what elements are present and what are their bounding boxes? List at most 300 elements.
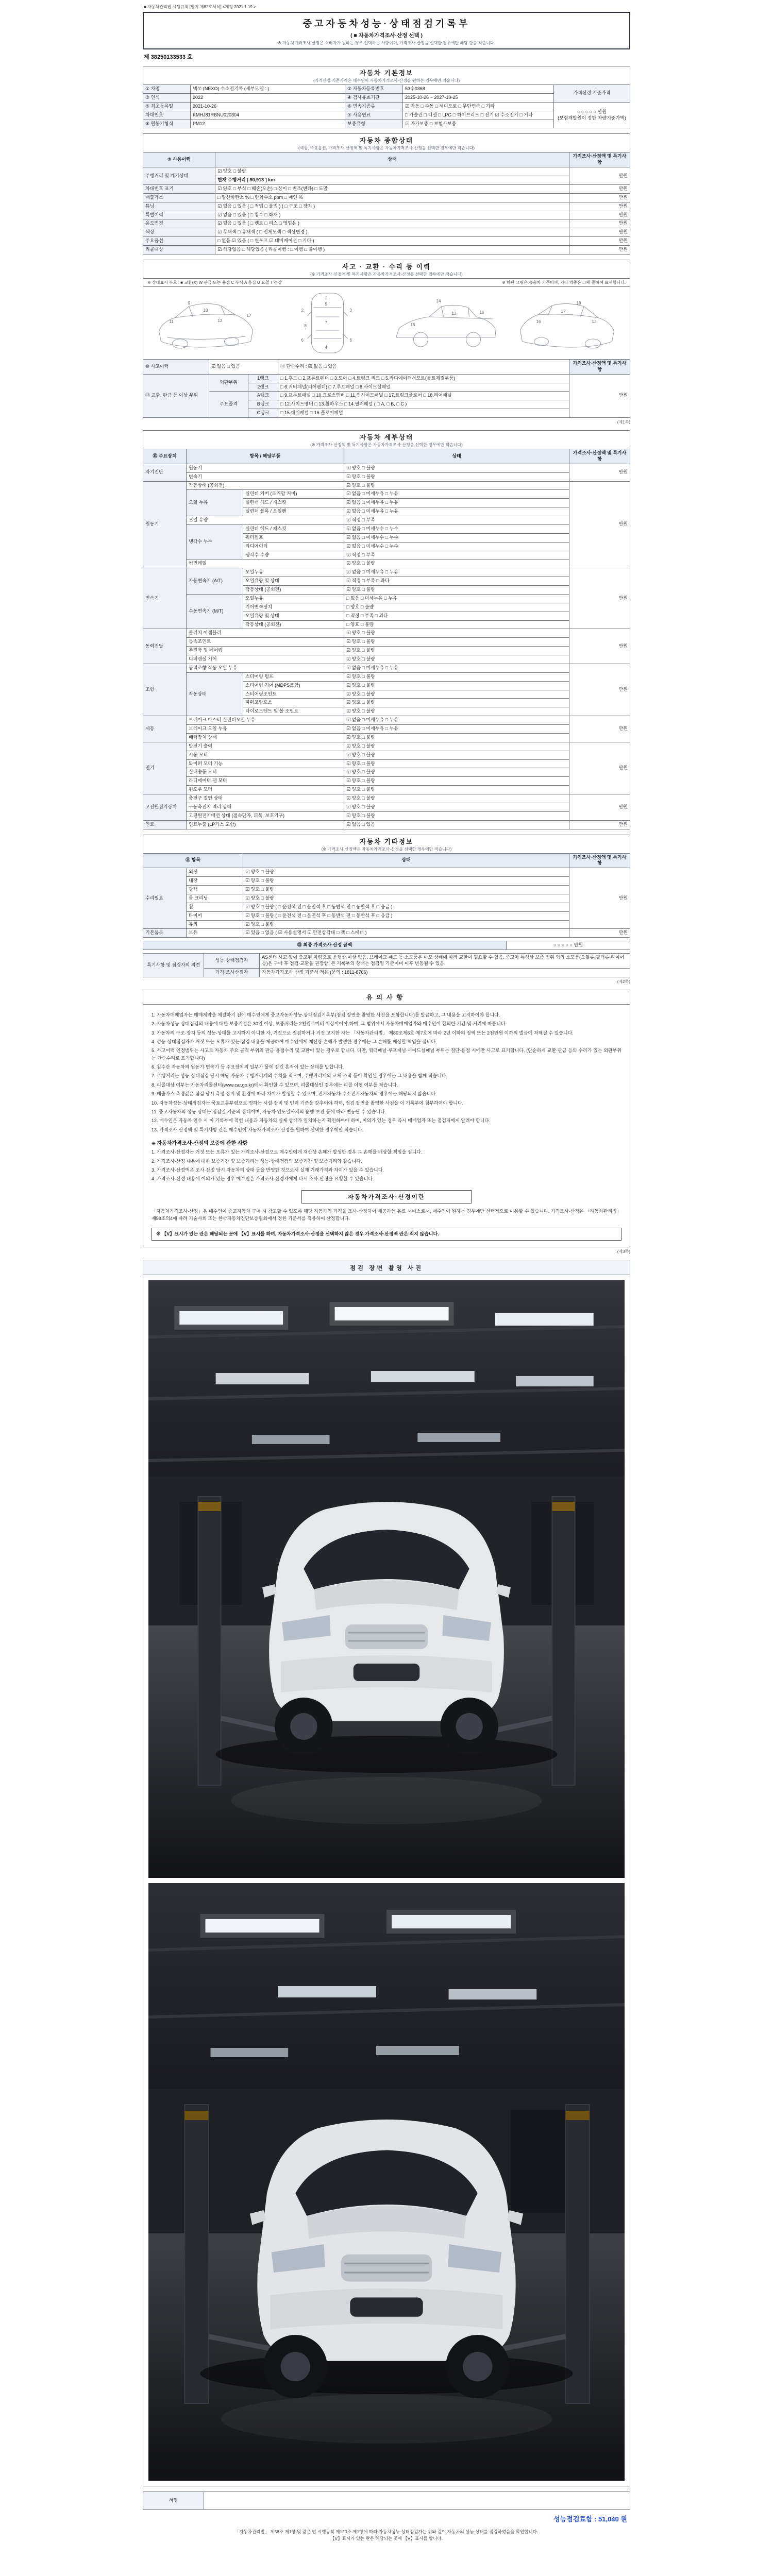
base-price-value: ○ ○ ○ ○ ○ 만원 (보험개발원이 정한 차량기준가액) [554, 102, 630, 128]
table-row [143, 228, 630, 237]
signature-table [143, 2492, 630, 2510]
cell: 특기사항 및 점검자의 의견 [143, 954, 204, 977]
cell: 만원 [569, 193, 630, 202]
table-row [143, 868, 630, 877]
cell: 고전원전기배선 상태 (접속단자, 피복, 보호기구) [187, 811, 344, 820]
cell: 가격·조사산정자 [204, 968, 260, 977]
accident-legend-basis: ※ 하단 그림은 승용차 기준이며, 기타 차종은 그에 준하여 표시합니다. [502, 280, 626, 285]
table-row [143, 374, 630, 383]
cell: 서명 [143, 2492, 204, 2510]
cell: 스티어링 기어 (MDPS포함) [243, 681, 344, 690]
cell: 만원 [569, 716, 630, 742]
table-row [143, 152, 630, 167]
cell: ② 자동차등록번호 [345, 85, 403, 94]
table-row [143, 968, 630, 977]
cell: ☑ 양호 □ 불량 [344, 768, 569, 777]
table-row [143, 629, 630, 638]
table-row [143, 886, 630, 894]
cell: 가격조사·산정액 및 특기사항 [569, 359, 630, 374]
cell: 커먼레일 [187, 560, 344, 568]
cell: ☑ 양호 □ 불량 [215, 167, 569, 176]
cell: 배출가스 [143, 193, 215, 202]
document-subtitle: ( ■ 자동차가격조사·산정 선택 ) [350, 32, 423, 39]
table-row [143, 768, 630, 777]
overall-condition-note: (색상, 주요옵션, 가격조사·산정액 및 특기사항은 자동차가격조사·산정을 선택한 경우에만 적습니다) [298, 146, 475, 151]
document-subnote: ※ 자동차가격조사·산정은 소비자가 원하는 경우 선택하는 사항이며, 가격조사·산정을 선택한 경우에만 해당 란을 적습니다. [278, 41, 495, 45]
cell: ☑ 양호 □ 불량 [243, 868, 569, 877]
car-diagram-rear-right [510, 290, 622, 356]
cell: 조향 [143, 664, 187, 716]
accident-legend [143, 278, 630, 286]
cell: 휠 [187, 903, 243, 911]
inspection-photo-1 [148, 1280, 625, 1878]
cell: 만원 [569, 211, 630, 219]
detail-condition-header [143, 430, 630, 449]
svg-text:3: 3 [349, 308, 352, 313]
note-line: 6. 침수란 자동차의 원동기·변속기 등 주요장치의 일부가 물에 잠긴 흔적이 있는 상태를 말합니다. [152, 1064, 344, 1070]
etc-info-note: (※ 가격조사·산정액은 자동차가격조사·산정을 선택한 경우에만 적습니다) [321, 846, 452, 852]
cell: 작동상태 (공회전) [243, 620, 344, 629]
table-row [143, 911, 630, 920]
cell: 외장 [187, 868, 243, 877]
cell: 가격조사·산정액 및 특기사항 [569, 853, 630, 868]
cell: 냉각수 누수 [187, 524, 243, 560]
cell: C랭크 [248, 409, 278, 418]
cell: 차대번호 [143, 111, 191, 120]
note-line: 10. 자동차성능·상태점검자는 국토교통부령으로 정하는 시설·장비 및 인력 기준을 갖추어야 하며, 점검 장면을 촬영한 사진을 이 기록부에 첨부하여야 합니다. [152, 1100, 464, 1106]
cell: 고전원전기장치 [143, 794, 187, 821]
car-on-lift-photo-2 [148, 1883, 625, 2481]
table-row [143, 716, 630, 725]
cell: ☑ 양호 □ 불량 [344, 586, 569, 595]
svg-text:13: 13 [451, 311, 457, 316]
table-row [143, 85, 630, 94]
cell: 디퍼렌셜 기어 [187, 655, 344, 664]
notice-section [143, 990, 630, 1247]
table-row [143, 184, 630, 193]
cell: ☑ 양호 □ 불량 [344, 560, 569, 568]
table-row [143, 202, 630, 211]
cell: 상태 [344, 449, 569, 464]
opinion-table [143, 953, 630, 977]
final-price-table-grid [143, 941, 630, 950]
cell: ☑ 없음 □ 미세누유 □ 누유 [344, 716, 569, 725]
table-row [143, 777, 630, 786]
cell: ☑ 양호 □ 불량 [344, 464, 569, 472]
cell: ☑ 없음 □ 미세누유 □ 누유 [344, 507, 569, 516]
cell: 기어변속장치 [243, 603, 344, 612]
cell: 기본품목 [143, 929, 187, 938]
cell: 실린더 헤드 / 개스킷 [243, 524, 344, 533]
cell: 용도변경 [143, 219, 215, 228]
cell: ⑮ 최종 가격조사·산정 금액 [143, 941, 507, 950]
cell: 작동상태 (공회전) [187, 481, 344, 490]
document-title: 중고자동차성능·상태점검기록부 [303, 19, 470, 29]
pricing-definition-paragraph: 「자동차가격조사·산정」은 매수인이 중고자동차 구매 시 참고할 수 있도록 해당 자동차의 가격을 조사·산정하여 제공하는 유료 서비스로서, 매수인이 원하는 경우에만 선택적으로 이용할 수 있습니다. 가격조사·산정은 「자동차관리법」 제58조의4에 따라 기술사회 또는 한국자동차진단보증협회에서 정한 기준서를 적용하여 산정합니다. [152, 1208, 621, 1222]
cell: 주행거리 및 계기상태 [143, 167, 215, 185]
table-row [143, 237, 630, 246]
cell: 자동변속기 (A/T) [187, 568, 243, 595]
table-row [143, 794, 630, 803]
inspection-photos-title: 점검 장면 촬영 사진 [143, 1261, 630, 1275]
table-row [143, 853, 630, 868]
document-header [143, 12, 630, 49]
cell: 연료누출 (LP가스 포함) [187, 820, 344, 829]
cell: ☑ 없음 □ 있음 ( □ 침수 □ 화재 ) [215, 211, 569, 219]
cell: 작동상태 [187, 672, 243, 716]
cell: 2021-10-26 [191, 102, 345, 111]
cell: 항목 / 해당부품 [187, 449, 344, 464]
cell: 수리필요 [143, 868, 187, 929]
car-diagram-side [390, 290, 502, 356]
cell: □ 없음 □ 미세누유 □ 누유 [344, 594, 569, 603]
cell: ☑ 없음 □ 있음 ( □ 적법 □ 불법 ) ( □ 구조 □ 장치 ) [215, 202, 569, 211]
cell: 스티어링 펌프 [243, 672, 344, 681]
svg-text:2: 2 [301, 308, 304, 313]
cell: 만원 [569, 820, 630, 829]
cell: ☑ 해당없음 □ 해당있음 ( 리콜이행 : □ 이행 □ 불이행 ) [215, 246, 569, 255]
cell: ☑ 양호 □ 불량 [344, 751, 569, 759]
cell: ☑ 양호 □ 불량 [344, 707, 569, 716]
cell: 연료 [143, 820, 187, 829]
cell: ☑ 양호 □ 불량 [344, 803, 569, 811]
cell: ☑ 양호 □ 불량 [344, 672, 569, 681]
table-row [143, 647, 630, 655]
table-row [143, 2492, 630, 2510]
cell: ⑤ 최초등록일 [143, 102, 191, 111]
cell: ☑ 양호 □ 불량 [344, 759, 569, 768]
basic-info-table [143, 84, 630, 128]
cell: 외판부위 [209, 374, 248, 392]
opinion-table-grid [143, 953, 630, 977]
cell: 만원 [569, 202, 630, 211]
cell: ☑ 없음 □ 있음 [344, 820, 569, 829]
cell: ⑬ 주요장치 [143, 449, 187, 464]
cell: ⑪ 단순수리 : ☑ 없음 □ 있음 [278, 359, 569, 374]
accident-legend-symbols: ※ 상태표시 부호 : ■ 교환(X) W 판금 또는 용접 C 부식 A 흠집 U 요철 T 손상 [147, 280, 282, 285]
cell: 오일 누유 [187, 490, 243, 516]
car-illustration-2 [250, 2120, 523, 2398]
cell: 광택 [187, 886, 243, 894]
svg-text:16: 16 [479, 310, 484, 315]
table-row [143, 211, 630, 219]
accident-history-table [143, 359, 630, 418]
table-row [143, 359, 630, 374]
svg-text:4: 4 [325, 345, 327, 350]
notice-list [152, 1011, 621, 1133]
cell: ☑ 적정 □ 부족 □ 과다 [344, 577, 569, 586]
basic-info-header [143, 66, 630, 84]
note-line: 9. 배출가스 측정값은 점검 당시 측정 장비 및 환경에 따라 차이가 발생할 수 있으며, 전기자동차·수소전기자동차의 경우에는 해당되지 않습니다. [152, 1091, 437, 1097]
svg-text:12: 12 [217, 318, 223, 323]
cell: 변속기 [187, 472, 344, 481]
svg-text:14: 14 [436, 298, 441, 303]
cell: 오일 유량 [187, 516, 344, 525]
cell: 만원 [569, 184, 630, 193]
cell: ☑ 양호 □ 불량 [344, 681, 569, 690]
table-row [143, 920, 630, 929]
footer-line-2: 【V】표시가 있는 란은 해당되는 곳에 【V】표시를 합니다. [330, 2536, 443, 2541]
note-line: 4. 성능·상태점검자가 거짓 또는 오류가 있는 점검 내용을 제공하여 매수인에게 재산상 손해가 발생한 경우에는 그 손해를 배상할 책임을 집니다. [152, 1039, 437, 1044]
svg-text:6: 6 [349, 337, 352, 343]
table-row [143, 929, 630, 938]
table-row [143, 490, 630, 499]
cell: 2022 [191, 93, 345, 102]
cell: 내장 [187, 877, 243, 886]
cell: ☑ 없음 □ 미세누유 □ 누유 [344, 725, 569, 734]
cell: 수동변속기 (M/T) [187, 594, 243, 629]
svg-text:8: 8 [304, 323, 307, 328]
table-row [143, 102, 630, 111]
overall-condition-title: 자동차 종합상태 [360, 137, 413, 145]
cell: ⑨ 사용이력 [143, 152, 215, 167]
cell: 2025-10-26 ~ 2027-10-25 [403, 93, 554, 102]
signature-space [204, 2492, 630, 2510]
table-row [143, 655, 630, 664]
accident-history-header [143, 260, 630, 278]
cell: □ 15.대쉬패널 □ 16.플로어패널 [278, 409, 569, 418]
cell: 실린더 커버 (로커암 커버) [243, 490, 344, 499]
table-row [143, 751, 630, 759]
cell: 만원 [569, 464, 630, 481]
cell: ☑ 양호 □ 불량 [344, 629, 569, 638]
cell: 충전구 절연 상태 [187, 794, 344, 803]
cell: ☑ 없음 □ 미세누유 □ 누유 [344, 664, 569, 672]
cell: 넥쏘 (NEXO) 수소전기차 (세부모델 : ) [191, 85, 345, 94]
detail-condition-table [143, 449, 630, 829]
table-row [143, 733, 630, 742]
cell: ☑ 자가보증 □ 보험사보증 [403, 120, 554, 128]
table-row [143, 392, 630, 400]
svg-text:17: 17 [561, 309, 566, 314]
cell: 와이퍼 모터 기능 [187, 759, 344, 768]
svg-text:18: 18 [576, 300, 581, 306]
cell: ☑ 양호 □ 불량 [344, 481, 569, 490]
cell: ☑ 양호 □ 불량 [344, 777, 569, 786]
etc-info-header [143, 835, 630, 853]
car-diagram-top [271, 290, 383, 356]
note-line: 13. 가격조사·산정액 및 특기사항 란은 매수인이 자동차가격조사·산정을 원하여 선택한 경우에만 적습니다. [152, 1127, 364, 1132]
note-line: 4. 가격조사·산정 내용에 이의가 있는 경우 매수인은 가격조사·산정자에게 다시 조사·산정을 요청할 수 있습니다. [152, 1176, 374, 1182]
table-row [143, 560, 630, 568]
cell: ☑ 무채색 □ 유채색 ( □ 전체도색 □ 색상변경 ) [215, 228, 569, 237]
table-row [143, 672, 630, 681]
cell: 만원 [569, 246, 630, 255]
overall-condition-table-grid [143, 152, 630, 255]
cell: ⑧ 원동기형식 [143, 120, 191, 128]
cell: □ 양호 □ 불량 [344, 603, 569, 612]
cell: 룸 크리닝 [187, 894, 243, 903]
cell: ☑ 양호 □ 불량 ( □ 운전석 전 □ 운전석 후 □ 동반석 전 □ 동반석 후 □ 응급 ) [243, 903, 569, 911]
cell: □ 1.후드 □ 2.프론트펜더 □ 3.도어 □ 4.트렁크 리드 □ 5.라디에이터서포트(볼트체결부품) [278, 374, 569, 383]
note-line: 8. 리콜대상 여부는 자동차리콜센터(www.car.go.kr)에서 확인할 수 있으며, 리콜대상인 경우에는 리콜 이행 여부를 적습니다. [152, 1082, 398, 1088]
form-reference-note: ■ 자동차관리법 시행규칙 [별지 제82호서식] <개정 2021.1.19.> [144, 5, 256, 9]
cell: ⑩ 사고이력 [143, 359, 209, 374]
table-row [143, 894, 630, 903]
cell: ☑ 양호 □ 불량 [243, 877, 569, 886]
detail-condition-title: 자동차 세부상태 [360, 434, 413, 441]
cell: 변속기 [143, 568, 187, 629]
cell: 윈도우 모터 [187, 786, 344, 794]
cell: □ 일산화탄소 % □ 탄화수소 ppm □ 매연 % [215, 193, 569, 202]
notice-sub-list [152, 1148, 621, 1183]
opinion-section [143, 953, 630, 977]
note-line: 7. 주행거리는 성능·상태점검 당시 해당 자동차 주행거리계의 수치를 적으며, 주행거리계의 교체·조작 등이 확인된 경우에는 그 내용을 함께 적습니다. [152, 1073, 447, 1079]
detail-condition-section [143, 430, 630, 829]
cell: 원동기 [143, 481, 187, 568]
accident-history-title: 사고 · 교환 · 수리 등 이력 [342, 263, 431, 270]
cell: 가격조사·산정액 및 특기사항 [569, 152, 630, 167]
car-illustration-1 [262, 1502, 511, 1755]
pricing-highlight-note: ※ 【V】표시가 있는 란은 해당되는 곳에 【V】표시를 하며, 자동차가격조사·산정을 선택하지 않은 경우 가격조사·산정액 란은 적지 않습니다. [152, 1228, 621, 1241]
cell: 만원 [569, 374, 630, 417]
cell: 냉각수 수량 [243, 551, 344, 560]
note-line: 12. 매수인은 자동차 인수 시 이 기록부에 적힌 내용과 자동차의 실제 상태가 일치하는지 확인하여야 하며, 이의가 있는 경우 즉시 매매업자 또는 점검자에게 알려야 합니다. [152, 1118, 491, 1124]
cell: □ 12.사이드멤버 □ 13.휠하우스 □ 14.필러패널 ( □ A, □ B, □ C ) [278, 400, 569, 409]
cell: ☑ 없음 □ 있음 [209, 359, 278, 374]
cell: 발전기 출력 [187, 742, 344, 751]
cell: ④ 검사유효기간 [345, 93, 403, 102]
etc-info-title: 자동차 기타정보 [360, 838, 413, 845]
cell: 파워고압호스 [243, 699, 344, 707]
cell: ☑ 양호 □ 불량 [243, 886, 569, 894]
cell: ☑ 양호 □ 불량 [344, 811, 569, 820]
cell: 실린더 헤드 / 개스킷 [243, 499, 344, 507]
cell: ☑ 없음 □ 미세누유 □ 누유 [344, 568, 569, 577]
table-row [143, 464, 630, 472]
cell: 만원 [569, 929, 630, 938]
table-row [143, 167, 630, 176]
cell: 타이로드엔드 및 볼 조인트 [243, 707, 344, 716]
cell: 클러치 어셈블리 [187, 629, 344, 638]
cell: 라디에이터 팬 모터 [187, 777, 344, 786]
note-line: 1. 자동차매매업자는 매매계약을 체결하기 전에 매수인에게 중고자동차성능·상태점검기록부(점검 장면을 촬영한 사진을 포함합니다)를 발급하고, 그 내용을 고지하여야 합니다. [152, 1012, 500, 1018]
cell: 보증유형 [345, 120, 403, 128]
cell: ☑ 양호 □ 불량 [344, 690, 569, 699]
inspection-photos-section [143, 1261, 630, 2486]
cell: 동력조향 작동 오일 누유 [187, 664, 344, 672]
cell: ☑ 없음 □ 미세누수 □ 누수 [344, 533, 569, 542]
cell: ③ 연식 [143, 93, 191, 102]
notice-subsection-title: ◈ 자동차가격조사·산정의 보증에 관한 사항 [152, 1141, 248, 1147]
cell: 타이어 [187, 911, 243, 920]
final-price-section [143, 941, 630, 950]
table-row [143, 472, 630, 481]
cell: ☑ 양호 □ 불량 ( □ 운전석 전 □ 운전석 후 □ 동반석 전 □ 동반석 후 □ 응급 ) [243, 911, 569, 920]
table-row [143, 903, 630, 911]
final-price-table [143, 941, 630, 950]
svg-text:1: 1 [325, 295, 327, 300]
table-row [143, 742, 630, 751]
cell: □ 적정 □ 부족 □ 과다 [344, 612, 569, 620]
odometer-value: 현재 주행거리 [ 90,913 ] km [215, 176, 569, 185]
cell: 유리 [187, 920, 243, 929]
table-row [143, 638, 630, 647]
cell: 브레이크 마스터 실린더오일 누유 [187, 716, 344, 725]
final-price-value: ○ ○ ○ ○ ○ 만원 [507, 941, 630, 950]
basic-info-section [143, 66, 630, 128]
table-row [143, 811, 630, 820]
cell: 만원 [569, 167, 630, 185]
cell: 상태 [243, 853, 569, 868]
cell: 오일유량 및 상태 [243, 577, 344, 586]
cell: 배력장치 상태 [187, 733, 344, 742]
cell: 보유 [187, 929, 243, 938]
table-row [143, 594, 630, 603]
pricing-definition-title: 자동차가격조사·산정이란 [301, 1190, 472, 1204]
cell: 만원 [569, 228, 630, 237]
inspection-photo-2 [148, 1883, 625, 2481]
svg-text:9: 9 [188, 300, 190, 306]
table-row [143, 516, 630, 525]
cell: 등속조인트 [187, 638, 344, 647]
cell: 추진축 및 베어링 [187, 647, 344, 655]
basic-info-title: 자동차 기본정보 [360, 70, 413, 77]
table-row [143, 449, 630, 464]
table-row [143, 193, 630, 202]
detail-condition-note: (※ 가격조사·산정액 및 특기사항은 자동차가격조사·산정을 선택한 경우에만 적습니다) [310, 443, 463, 447]
svg-text:17: 17 [246, 313, 251, 318]
cell: ☑ 양호 □ 불량 [344, 733, 569, 742]
cell: ① 차명 [143, 85, 191, 94]
cell: 차대번호 표기 [143, 184, 215, 193]
notice-title: 유의사항 [143, 990, 630, 1005]
cell: ⑦ 사용연료 [345, 111, 403, 120]
cell: ☑ 양호 □ 불량 [344, 647, 569, 655]
cell: ☑ 양호 □ 불량 [344, 472, 569, 481]
cell: ☑ 양호 □ 불량 [344, 786, 569, 794]
accident-history-table-grid [143, 359, 630, 418]
cell: 색상 [143, 228, 215, 237]
cell: ☑ 양호 □ 불량 [243, 894, 569, 903]
table-row [143, 786, 630, 794]
cell: 구동축전지 격리 상태 [187, 803, 344, 811]
note-line: 2. 가격조사·산정 내용에 대한 보증기간 및 보증거리는 성능·상태점검의 보증기간 및 보증거리와 같습니다. [152, 1158, 362, 1164]
cell: 튜닝 [143, 202, 215, 211]
appraiser-opinion: 자동차가격조사·산정 기준서 적용 (문의 : 1811-8766) [260, 968, 630, 977]
cell: 전기 [143, 742, 187, 794]
cell: 특별이력 [143, 211, 215, 219]
cell: ☑ 양호 □ 불량 [344, 794, 569, 803]
car-diagram-front-left [151, 290, 263, 356]
cell: 만원 [569, 629, 630, 664]
car-diagrams [143, 286, 630, 359]
table-row [143, 954, 630, 969]
svg-text:13: 13 [592, 319, 597, 324]
cell: 만원 [569, 742, 630, 794]
inspection-fee: 성능점검료함 : 51,040 원 [553, 2515, 627, 2523]
cell: ☑ 적정 □ 부족 [344, 551, 569, 560]
table-row [143, 803, 630, 811]
cell: 오일누유 [243, 568, 344, 577]
base-price-label: 가격산정 기준가격 [554, 85, 630, 103]
table-row [143, 725, 630, 734]
cell: 스티어링조인트 [243, 690, 344, 699]
table-row [143, 568, 630, 577]
car-on-lift-photo-1 [148, 1280, 625, 1878]
cell: 리콜대상 [143, 246, 215, 255]
cell: □ 없음 ☑ 있음 ( □ 썬루프 ☑ 네비게이션 □ 기타 ) [215, 237, 569, 246]
inspector-opinion: AS센터 사고 없이 출고된 차량으로 운행상 이상 없음. 브레이크 패드 등 소모품은 마모 상태에 따라 교환이 필요할 수 있음. 중고차 특성상 보증 범위 외의 소모품(오일류·필터류·타이어 등)은 구매 후 점검·교환을 권장함. 본 기록부의 상태는 점검일 기준이며 이후 변동될 수 있음. [260, 954, 630, 969]
etc-info-table-grid [143, 853, 630, 938]
cell: ☑ 양호 □ 불량 [344, 655, 569, 664]
table-row [143, 941, 630, 950]
cell: 실내송풍 모터 [187, 768, 344, 777]
cell: 주요옵션 [143, 237, 215, 246]
etc-info-section [143, 835, 630, 938]
cell: ☑ 없음 □ 미세누유 □ 누유 [344, 499, 569, 507]
cell: ☑ 양호 □ 불량 [344, 699, 569, 707]
